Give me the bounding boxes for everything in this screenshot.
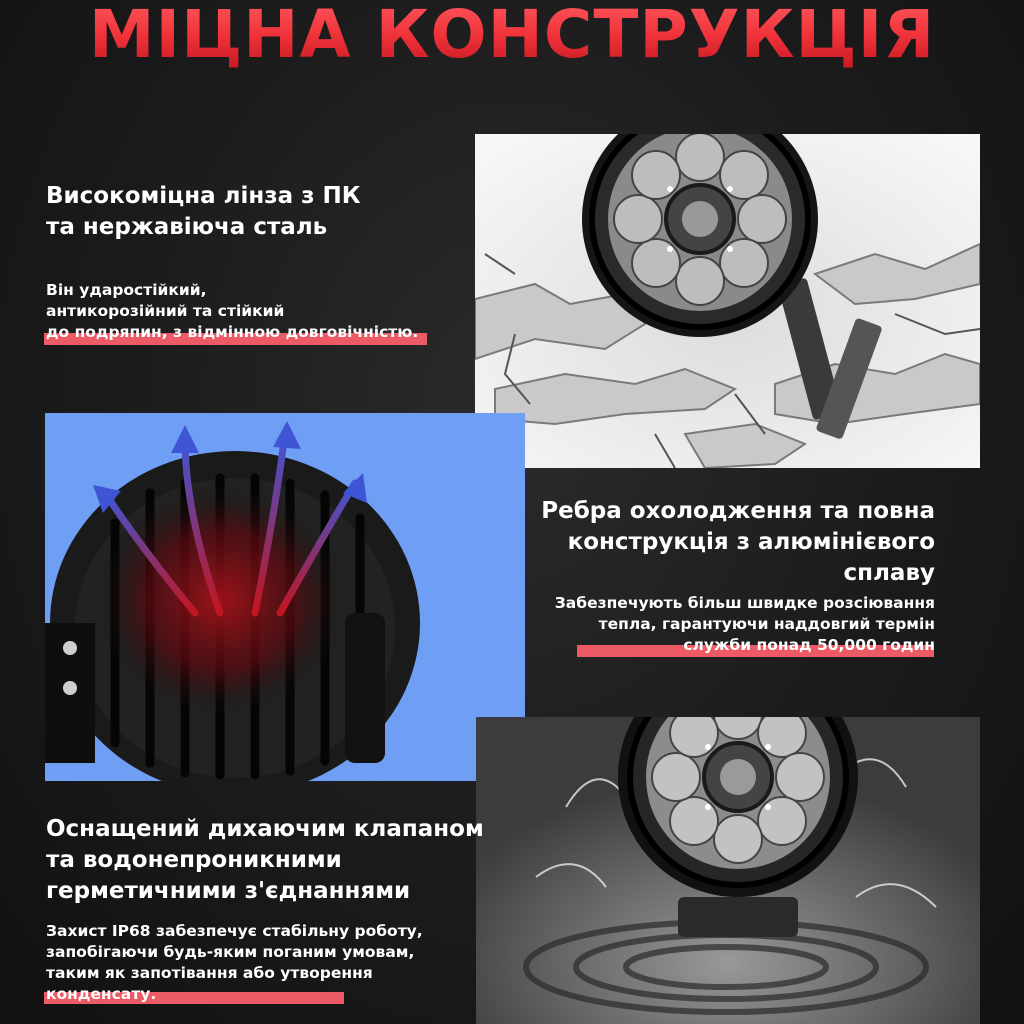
section2-body-line: тепла, гарантуючи наддовгий термін xyxy=(598,615,935,633)
section1-body xyxy=(46,280,418,343)
section3-heading-line: Оснащений дихаючим клапаном xyxy=(46,816,484,842)
section3-body-line: таким як запотівання або утворення xyxy=(46,964,373,982)
section1-heading-line: та нержавіюча сталь xyxy=(46,214,328,240)
section2-heading xyxy=(541,496,935,589)
heat-sink-back-image xyxy=(45,413,525,781)
section3-heading-line: та водонепроникними xyxy=(46,847,342,873)
section1-body-line: антикорозійний та стійкий xyxy=(46,302,285,320)
section1-heading xyxy=(46,181,361,243)
section1-body-line: до подряпин, з відмінною довговічністю. xyxy=(46,323,419,341)
section2-heading-line: конструкція з алюмінієвого xyxy=(567,529,935,555)
section3-body xyxy=(46,921,423,1005)
section3-heading-line: герметичними з'єднаннями xyxy=(46,878,411,904)
cracked-surface-lamp-image xyxy=(475,134,980,468)
section3-heading xyxy=(46,814,484,907)
section2-heading-line: сплаву xyxy=(843,560,935,586)
section3-body-line: Захист IP68 забезпечує стабільну роботу, xyxy=(46,922,423,940)
section2-heading-line: Ребра охолодження та повна xyxy=(541,498,935,524)
section2-body-line: Забезпечують більш швидке розсіювання xyxy=(554,594,935,612)
water-splash-lamp-image xyxy=(476,717,980,1024)
section2-body xyxy=(555,593,935,656)
page-title: МІЦНА КОНСТРУКЦІЯ xyxy=(0,0,1024,73)
section1-body-line: Він ударостійкий, xyxy=(46,281,207,299)
section2-body-line: служби понад 50,000 годин xyxy=(683,636,935,654)
section3-body-line: запобігаючи будь-яким поганим умовам, xyxy=(46,943,415,961)
section1-heading-line: Високоміцна лінза з ПК xyxy=(46,183,361,209)
section3-body-line: конденсату. xyxy=(46,985,157,1003)
